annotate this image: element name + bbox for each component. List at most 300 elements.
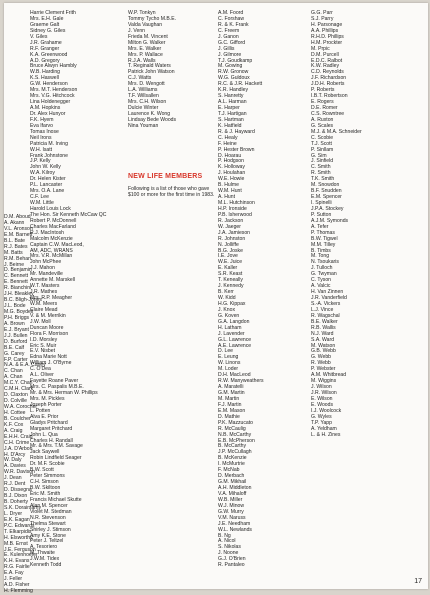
member-name: P. Hester Brown: [218, 146, 255, 153]
member-name: H. Cottee: [4, 409, 26, 416]
member-name: J. Wilson: [311, 384, 332, 391]
member-name: N.A. & E.A. Casey: [4, 362, 46, 369]
member-name: J.D.H. Roberts: [311, 81, 345, 88]
member-name: John McPhee: [30, 259, 62, 266]
member-name: G.M. Mikhail: [218, 479, 247, 486]
member-name: C. Bennett: [4, 273, 29, 280]
member-name: R.F. Granger: [30, 45, 60, 52]
member-name: K. Holloway: [218, 164, 245, 171]
member-name: D.H. MacLeod: [218, 372, 251, 379]
member-name: P.C. Edwards: [4, 522, 35, 529]
member-name: M. Gowing: [218, 63, 243, 70]
member-name: E.B. McPherson: [218, 437, 255, 444]
member-name: W.B. Harding: [30, 69, 61, 76]
member-name: D. Claxton: [4, 392, 28, 399]
member-name: G.G. Parr: [311, 10, 333, 16]
member-name: C. Tyson: [311, 277, 332, 284]
member-name: M. Wiggins: [311, 378, 337, 385]
member-name: R. Pantaleo: [218, 562, 245, 569]
member-name: Milton G. Walker: [128, 39, 166, 46]
member-name: I. McMurtrie: [218, 461, 245, 468]
member-name: D. Burford: [4, 338, 28, 345]
member-name: W.A. Corocher: [4, 404, 38, 410]
member-name: K.H. Evans: [4, 558, 30, 565]
member-name: B. Ng: [218, 532, 231, 539]
member-name: D. Benjamin: [4, 267, 32, 274]
member-name: R. Johnston: [218, 235, 246, 242]
member-name: G.W. Murry: [218, 508, 244, 515]
member-name: E.V. Nisbet: [30, 348, 56, 355]
member-name: R. & J. Hayward: [218, 128, 255, 135]
member-name: J.J. Bullen: [4, 332, 28, 339]
member-name: S. Nikolas: [218, 544, 241, 551]
member-name: C.H. Crime: [4, 439, 30, 446]
member-name: D.M. Aboud: [4, 214, 31, 220]
member-name: H. Van Zinnen: [311, 289, 344, 296]
section-intro: Following is a list of those who gave $100 or more for the first time in 1983.: [128, 186, 215, 198]
member-name: R. Jackson: [218, 217, 244, 224]
member-name: J.A. Jamieson: [218, 229, 250, 236]
member-name: H.G. Kippax: [218, 300, 246, 307]
member-name: G. Sim: [311, 152, 327, 159]
member-name: Jack Saywell: [30, 449, 60, 456]
member-name: P.K. Mazzucato: [218, 419, 254, 426]
member-name: J.P. McCullagh: [218, 449, 252, 456]
member-name: W.E. Howie: [218, 176, 245, 183]
member-name: A.L. Oliver: [30, 372, 54, 379]
member-name: Mrs. R.P. Meagher: [30, 295, 73, 301]
member-name: J.R. Wilson: [311, 390, 337, 396]
member-name: Kenneth Todd: [30, 562, 62, 569]
member-name: R. Smith: [311, 170, 331, 177]
member-name: M.G. Boydell: [4, 309, 34, 315]
member-name: B.J. Dixon: [4, 493, 28, 500]
member-name: Charles H. Randall: [30, 437, 73, 444]
member-name: B. McCarthy: [218, 443, 247, 450]
member-name: Robin Lindfield Seager: [30, 455, 82, 462]
member-name: R.J. Dent: [4, 481, 26, 488]
member-name: C. Scobie: [311, 134, 334, 141]
member-name: Mrs. C. Paspalis M.B.E.: [30, 384, 84, 391]
member-name: J.H. Bleakley: [4, 291, 34, 298]
member-name: N.B. McCarthy: [218, 431, 252, 438]
member-name: Laurence K. Wong: [128, 110, 171, 117]
member-name: Mr. & Mrs. Herman W. Phillips: [30, 390, 98, 396]
member-name: N.J. Ward: [311, 330, 334, 337]
member-name: K.F. Cox: [4, 421, 24, 428]
member-name: P.B. Isherwood: [218, 211, 252, 218]
member-name: H. Latham: [218, 324, 242, 331]
member-name: E. Kaller: [218, 265, 238, 272]
member-name: B.G. Joske: [218, 247, 243, 254]
member-name: G. Carey: [4, 350, 25, 357]
member-name: J.R. Grahame: [30, 39, 62, 46]
member-name: E. Kulenhoefer: [4, 552, 38, 559]
member-name: K. Hatfield: [218, 122, 242, 129]
member-name: R.J. Bates: [4, 243, 28, 250]
member-name: Tommy Tycho M.B.E.: [128, 15, 177, 22]
member-name: I.J. Woolcock: [311, 407, 342, 414]
member-name: Mrs. P. Wallace: [128, 51, 163, 58]
member-name: N. Tsoukaris: [311, 259, 339, 266]
member-name: W.T. Masters: [30, 283, 60, 290]
member-name: D. Merbach: [218, 473, 245, 480]
member-name: Annette M. Marskell: [30, 277, 76, 284]
member-name: F. Heine: [218, 140, 237, 147]
member-name: Harold Louis Lock: [30, 205, 71, 212]
member-name: W. Kidd: [218, 295, 236, 301]
member-name: C. Forshaw: [218, 15, 245, 22]
member-name: S.R. Keast: [218, 271, 243, 278]
member-name: A. Akann: [4, 219, 25, 226]
member-name: C. Smith: [311, 164, 331, 171]
member-name: D. Mathie: [218, 413, 240, 420]
document-page: [4, 3, 428, 595]
member-name: R. Bianchini: [4, 285, 32, 292]
member-name: G. Twyman: [311, 271, 337, 278]
member-name: Sidney G. Giles: [30, 27, 66, 34]
member-name: L. & H. Zines: [311, 431, 341, 438]
member-name: A. Davies: [4, 463, 26, 470]
member-name: Claire Mead: [30, 306, 58, 313]
member-name: J.P. Kelly: [30, 158, 51, 165]
member-name: A. Yeldham: [311, 425, 337, 432]
member-name: F.J. Martin: [218, 401, 242, 408]
member-name: D. Hoarau: [218, 152, 242, 159]
member-name: W.M. Meers: [30, 300, 58, 307]
member-name: R. Webb: [311, 360, 331, 367]
member-name: Patrick John Watson: [128, 69, 175, 76]
member-name: G. Wyles: [311, 413, 332, 420]
member-name: Violet M. Stedman: [30, 508, 72, 515]
member-name: Mrs. V.G. Hitchcock: [30, 93, 75, 100]
member-name: Harrie Clement Frith: [30, 10, 76, 16]
member-name: M.M. Tilley: [311, 241, 336, 248]
member-name: J. Lavender: [218, 330, 245, 337]
member-name: H. Parsonage: [311, 21, 343, 28]
member-name: A.M. Foord: [218, 10, 244, 16]
member-name: A.D. Fisher: [4, 582, 30, 589]
member-name: John L. Qua: [30, 431, 58, 438]
member-name: G.C. Gifford: [218, 39, 246, 46]
member-name: F.K. Hyem: [30, 116, 54, 123]
member-name: E. Harper: [218, 105, 240, 111]
member-list-column-3: [218, 11, 300, 569]
member-name: C.J. Watts: [128, 75, 152, 82]
member-name: The Hon. Sir Kenneth McCaw QC: [30, 211, 107, 218]
member-name: R. & K. Frank: [218, 21, 249, 28]
member-name: B.F. Snudden: [311, 188, 342, 195]
member-name: W. Daly: [4, 457, 22, 464]
member-name: W.L. Newlands: [218, 526, 252, 533]
member-name: N.R. Stevenson: [30, 514, 66, 521]
member-name: Lina Holdenegger: [30, 99, 71, 106]
member-name: R.M. Behan: [4, 255, 31, 262]
member-name: J. Gilmore: [218, 51, 242, 58]
member-name: J.A. D'Arbon: [4, 445, 33, 452]
member-name: Graeme Galt: [30, 21, 60, 28]
member-name: L. Dryer: [4, 510, 23, 517]
member-name: E.M. Barnett: [4, 231, 33, 238]
member-name: M. Prpic: [311, 45, 330, 52]
member-name: J. Sinfield: [311, 158, 334, 165]
member-name: G.A. Langdon: [218, 318, 250, 325]
member-name: D. Lee: [218, 348, 234, 355]
member-name: T. Elkarpidis: [4, 528, 32, 535]
member-name: Eva Ifarvo: [30, 122, 53, 129]
member-name: Mrs. C.H. Wilson: [128, 99, 167, 106]
member-name: AM, ADC, WRANS: [30, 247, 73, 254]
member-name: G.B. Webb: [311, 348, 336, 355]
member-name: J.W. Moll: [30, 318, 51, 325]
member-name: M. Martin: [218, 395, 240, 402]
member-name: E. Woods: [311, 401, 333, 408]
member-name: Mr. & Mrs. T.M. Savage: [30, 443, 83, 450]
member-name: Edna Marie Nott: [30, 354, 67, 361]
member-name: Peter J. Teltzel: [30, 538, 64, 545]
member-name: V.L. Aronson: [4, 225, 33, 232]
member-name: K.W. Radley: [311, 63, 340, 70]
member-name: E.J. Bryant: [4, 326, 29, 333]
member-name: W.G. Guldoux: [218, 75, 250, 82]
member-name: T. Keneally: [218, 277, 243, 284]
member-name: A.M. Whitbread: [311, 372, 347, 379]
member-name: R.W. Manyweathers: [218, 378, 264, 385]
member-name: M.L. Hutchinson: [218, 200, 255, 206]
member-name: A. Maratelli: [218, 384, 244, 391]
member-name: G. Koven: [218, 312, 240, 319]
member-name: Mrs. E. Walker: [128, 45, 162, 52]
member-name: T.F. Willsallen: [128, 93, 159, 100]
member-name: E.M. Spencer: [311, 194, 342, 201]
member-name: C.D. Reynolds: [311, 69, 344, 76]
member-name: A.A. Phillips: [311, 27, 339, 34]
member-name: J.F. Richardson: [311, 75, 347, 82]
member-name: E.K. Eagan: [4, 516, 30, 523]
member-name: S.J. Parry: [311, 15, 334, 22]
member-name: J. Tulloch: [311, 265, 333, 272]
member-name: Mrs. O.A. Lane: [30, 188, 65, 195]
member-name: W. Jaeger: [218, 223, 241, 230]
member-name: Francis Michael Skutte: [30, 496, 82, 503]
member-name: T.K. Smith: [311, 176, 335, 183]
member-name: T.J. Hartigan: [218, 110, 247, 117]
member-name: Mr. Mandeville: [30, 271, 63, 278]
member-name: W. Linons: [218, 360, 241, 367]
member-name: F.P. Carter: [4, 356, 28, 363]
member-list-column-4: [311, 11, 407, 439]
member-name: P. Thomas: [311, 229, 335, 236]
member-name: R. McCaulig: [218, 425, 246, 432]
member-name: J.L. Bode: [4, 303, 26, 310]
member-name: Mrs. M.T. Henderson: [30, 87, 78, 94]
page-number: 17: [414, 578, 422, 585]
member-name: B. Doherty: [4, 499, 29, 505]
member-name: W.B. Miller: [218, 496, 243, 503]
member-name: C.M.H. Clark: [4, 386, 34, 393]
member-name: J. Knox: [218, 306, 235, 313]
member-name: W.R. Davison: [4, 469, 35, 476]
member-name: C. Freem: [218, 27, 240, 34]
new-life-members-list: [4, 215, 46, 595]
member-name: M. Batts: [4, 249, 23, 256]
member-name: Lindsay Bede Woods: [128, 116, 177, 123]
member-name: L. Potten: [30, 407, 51, 414]
member-name: J. Ganon: [218, 33, 239, 40]
member-name: M.J. & M.A. Schneider: [311, 128, 362, 135]
member-name: B. Hulme: [218, 182, 239, 189]
member-name: M. Snowdon: [311, 182, 340, 189]
member-name: R. Wagschal: [311, 312, 340, 319]
member-name: B. Coulcher: [4, 415, 31, 422]
member-name: G.J. O'Brien: [218, 556, 246, 563]
member-name: William J. O'Byrne: [30, 360, 72, 367]
member-name: B.W. Tigwel: [311, 235, 338, 242]
member-name: H.M. Prockter: [311, 39, 343, 46]
member-name: B.W. Skiltoon: [30, 485, 61, 491]
member-name: S.-A. Vickers: [311, 300, 341, 307]
member-name: E. Leung: [218, 354, 239, 361]
member-name: B.W. Scott: [30, 467, 54, 474]
member-name: W.M. Little: [30, 200, 54, 206]
member-name: D. Dissegna: [4, 487, 32, 494]
member-name: K.A. Greenwood: [30, 51, 68, 58]
member-name: V.M. Naruss: [218, 514, 246, 521]
member-name: W.H. Isatt: [30, 146, 53, 153]
member-name: J.W.M. Tidex: [30, 556, 60, 563]
member-name: Duncan Moore: [30, 324, 64, 331]
member-name: A.L. Harman: [218, 99, 247, 106]
member-name: B. McKenzie: [218, 455, 247, 462]
section-heading: NEW LIFE MEMBERS: [128, 173, 203, 180]
member-name: J. Feller: [4, 576, 23, 583]
member-name: R.C. & J.R. Hackett: [218, 81, 263, 88]
member-name: Malcolm McKenzie: [30, 235, 73, 242]
member-name: J.E. Needham: [218, 520, 251, 527]
member-name: N. Jolliffe: [218, 241, 239, 248]
member-name: E.M. Mason: [218, 407, 246, 414]
member-name: R.H.D. Phillips: [311, 33, 344, 40]
member-name: A.E. Lawrence: [218, 342, 252, 349]
member-name: Mrs. E.H. Gale: [30, 15, 64, 22]
member-name: D. Colville: [4, 398, 27, 405]
member-name: R.J. MacIntosh: [30, 229, 64, 236]
member-name: M. Watson: [311, 342, 336, 349]
member-name: Patricia M. Irving: [30, 140, 68, 147]
member-name: Eric S. Muir: [30, 342, 57, 349]
member-name: J.J. Mahon: [30, 265, 55, 272]
member-name: M.C.Y. Chan: [4, 380, 33, 387]
member-name: L.J. Vince: [311, 306, 334, 313]
member-name: W.J. Minow: [218, 502, 245, 509]
member-name: A. Tesoriero: [30, 544, 58, 551]
member-name: C.F. Lee: [30, 194, 49, 201]
member-name: M. Tong: [311, 253, 330, 260]
member-name: A. Ruxton: [311, 116, 334, 123]
member-name: Shirley J. Stimson: [30, 526, 71, 533]
member-name: Nina Youman: [128, 122, 159, 129]
member-name: Robert P. McDonnell: [30, 217, 77, 224]
member-name: P. Webster: [311, 366, 336, 373]
member-name: Alan M. Spencer: [30, 502, 68, 509]
member-name: Captain C.W. MacLeod,: [30, 241, 84, 248]
member-name: H. Elsworthy: [4, 534, 33, 541]
member-name: A.H. Middleton: [218, 485, 252, 491]
member-name: W.A. Kilroy: [30, 170, 55, 177]
member-name: Neil Irons: [30, 134, 52, 141]
member-name: P.L. Lancaster: [30, 182, 63, 189]
member-name: S. Hartman: [218, 116, 244, 123]
member-name: Thelma Stewart: [30, 520, 66, 527]
member-name: Joseph Porter: [30, 401, 62, 408]
member-name: K.R. Handley: [218, 87, 249, 94]
member-name: H.P. Ironside: [218, 205, 247, 212]
member-name: Dr. Helen Kister: [30, 176, 66, 183]
member-name: Dulcie Winter: [128, 105, 159, 111]
member-name: K.S. Haswell: [30, 75, 59, 82]
member-name: A. Hunt: [218, 194, 235, 201]
member-name: C.H. Simson: [30, 479, 59, 486]
member-name: S. Hanretty: [218, 93, 244, 100]
member-name: W.M. Hunt: [218, 188, 242, 195]
member-name: D.E. Romer: [311, 105, 338, 111]
member-name: W.E. Juice: [218, 259, 243, 266]
member-name: R.J.A. Walls: [128, 57, 156, 64]
member-name: I.B.T. Robertson: [311, 93, 348, 100]
member-name: E.D.C. Ralbot: [311, 57, 343, 64]
member-name: A. Brown: [4, 320, 25, 327]
member-name: J.P.A. Stockey: [311, 205, 344, 212]
member-name: Mrs. D. Wengott: [128, 81, 165, 88]
member-name: S.A. Ward: [311, 336, 335, 343]
member-name: V. Giles: [30, 33, 48, 40]
member-name: Amy K.E. Stone: [30, 532, 66, 539]
member-name: J. Houlahan: [218, 170, 246, 177]
member-name: C. Healy: [218, 134, 238, 141]
member-name: John W. Kelly: [30, 164, 61, 171]
member-name: C. O'Dea: [30, 366, 51, 373]
member-name: T.P. Yapp: [311, 419, 332, 426]
member-name: M. Loder: [218, 366, 239, 373]
member-name: A. Valcic: [311, 283, 331, 290]
member-name: Dr. Alex Hunyor: [30, 110, 66, 117]
member-name: J.R. Mathes: [30, 289, 58, 296]
member-name: Dr. M.F. Scobie: [30, 461, 65, 468]
member-name: E. Bennett: [4, 279, 28, 286]
member-name: S.K. Dorairsamy: [4, 504, 42, 511]
member-name: E. Wilson: [311, 395, 333, 402]
member-name: R.G. Fairlie: [4, 564, 30, 571]
member-name: P. Hodgson: [218, 158, 244, 165]
member-name: M.B. Ernst: [4, 540, 28, 547]
member-name: Fayette Roane Paver: [30, 378, 79, 385]
member-name: I.E. Jove: [218, 253, 238, 260]
member-name: G.M. Martin: [218, 390, 245, 396]
member-list-column-2: [128, 11, 224, 130]
member-name: W.P. Tonkyn: [128, 10, 156, 16]
member-name: I.D. Morsley: [30, 336, 58, 343]
member-name: A. Nicol: [218, 538, 236, 545]
member-name: Eric M. Smith: [30, 490, 61, 497]
member-name: G. Scales: [311, 122, 334, 129]
member-name: L.A. Williams: [128, 87, 158, 94]
member-name: D.M. Purcell: [311, 51, 339, 58]
member-name: A. Chan: [4, 374, 23, 381]
member-name: A.J.M. Symonds: [311, 217, 349, 224]
member-name: A.M. Hopkins: [30, 105, 61, 111]
member-name: P. Roberts: [311, 87, 335, 94]
member-name: A. Craig: [4, 427, 23, 434]
